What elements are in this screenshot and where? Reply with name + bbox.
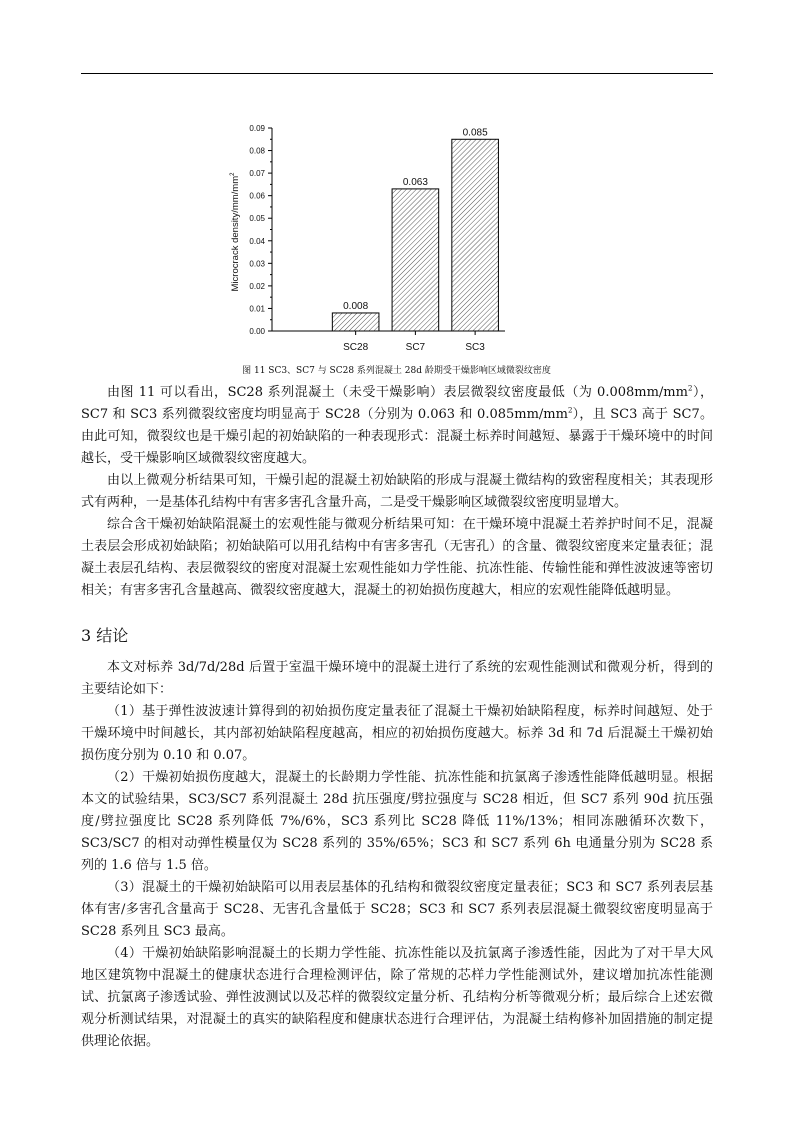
conclusion-4: （4）干燥初始缺陷影响混凝土的长期力学性能、抗冻性能以及抗氯离子渗透性能，因此为了对干旱大风地区建筑物中混凝土的健康状态进行合理检测评估，除了常规的芯样力学性能测试外，建议增加抗冻性能测试、抗氯离子渗透试验、弹性波测试以及芯样的微裂纹定量分析、孔结构分析等微观分析；最后综合上述宏微观分析测试结果，对混凝土的真实的缺陷程度和健康状态进行合理评估，为混凝土结构修补加固措施的制定提供理论依据。	[81, 946, 713, 1049]
y-tick-label: 0.09	[249, 124, 265, 133]
y-tick-label: 0.06	[249, 191, 265, 201]
figure-caption: 图 11 SC3、SC7 与 SC28 系列混凝土 28d 龄期受干燥影响区域微裂纹密度	[242, 366, 551, 376]
y-tick-label: 0.04	[249, 236, 265, 246]
y-tick-label: 0.03	[249, 259, 265, 269]
y-tick-label: 0.05	[249, 214, 265, 224]
paragraph-1-a: 由图 11 可以看出，SC28 系列混凝土（未受干燥影响）表层微裂纹密度最低（为 0.008mm/mm	[107, 385, 688, 400]
x-tick-label: SC3	[465, 342, 485, 353]
bar-sc7	[392, 189, 439, 331]
superscript-2: 2	[567, 406, 573, 415]
paragraph-1-b: ），SC7 和 SC3 系列微裂纹密度均明显高于 SC28（分别为 0.063 和 0.085mm/mm	[81, 385, 713, 422]
paragraph-3: 综合含干燥初始缺陷混凝土的宏观性能与微观分析结果可知：在干燥环境中混凝土若养护时间不足，混凝土表层会形成初始缺陷；初始缺陷可以用孔结构中有害多害孔（无害孔）的含量、微裂纹密度来定量表征；混凝土表层孔结构、表层微裂纹的密度对混凝土宏观性能如力学性能、抗冻性能、传输性能和弹性波波速等密切相关；有害多害孔含量越高、微裂纹密度越大，混凝土的初始损伤度越大，相应的宏观性能降低越明显。	[81, 517, 713, 598]
superscript-1: 2	[687, 384, 693, 393]
header-rule	[81, 73, 713, 74]
section-heading: 3 结论	[81, 626, 129, 645]
paragraph-1-c: ），且 SC3 高于 SC7。由此可知，微裂纹也是干燥引起的初始缺陷的一种表现形式：混凝土标养时间越短、暴露于干燥环境中的时间越长，受干燥影响区域微裂纹密度越大。	[81, 407, 713, 466]
y-tick-label: 0.07	[249, 169, 265, 179]
y-axis-label-sup: 2	[230, 172, 236, 176]
bar-value-label: 0.063	[402, 176, 428, 188]
paragraph-2: 由以上微观分析结果可知，干燥引起的混凝土初始缺陷的形成与混凝土微结构的致密程度相关；其表现形式有两种，一是基体孔结构中有害多害孔含量升高，二是受干燥影响区域微裂纹密度明显增大。	[81, 473, 713, 510]
y-tick-label: 0.00	[249, 327, 265, 336]
x-tick-label: SC7	[405, 342, 426, 353]
bar-value-label: 0.008	[343, 300, 369, 312]
conclusion-1: （1）基于弹性波波速计算得到的初始损伤度定量表征了混凝土干燥初始缺陷程度，标养时间越短、处于干燥环境中时间越长，其内部初始缺陷程度越高，相应的初始损伤度越大。标养 3d 和 7d 后混凝土干燥初始损伤度分别为 0.10 和 0.07。	[81, 704, 713, 763]
x-tick-label: SC28	[343, 342, 369, 353]
microcrack-density-chart	[225, 118, 515, 358]
y-axis-label-text: Microcrack density/mm/mm	[230, 175, 241, 292]
paragraph-4: 本文对标养 3d/7d/28d 后置于室温干燥环境中的混凝土进行了系统的宏观性能测试和微观分析，得到的主要结论如下：	[81, 660, 713, 697]
conclusion-2: （2）干燥初始损伤度越大，混凝土的长龄期力学性能、抗冻性能和抗氯离子渗透性能降低越明显。根据本文的试验结果，SC3/SC7 系列混凝土 28d 抗压强度/劈拉强度与 SC28 相近，但 SC7 系列 90d 抗压强度/劈拉强度比 SC28 系列降低 7%/6%，SC3 系列比 SC28 降低 11%/13%；相同冻融循环次数下，SC3/SC7 的相对动弹性模量仅为 SC28 系列的 35%/65%；SC3 和 SC7 系列 6h 电通量分别为 SC28 系列的 1.6 倍与 1.5 倍。	[81, 770, 713, 873]
bar-value-label: 0.085	[462, 127, 488, 139]
y-axis-label	[230, 172, 241, 292]
bar-sc3	[452, 139, 499, 331]
y-tick-label: 0.01	[249, 304, 265, 314]
paragraph-1	[81, 382, 713, 470]
y-tick-label: 0.02	[249, 281, 265, 291]
bar-sc28	[332, 313, 379, 331]
conclusion-3: （3）混凝土的干燥初始缺陷可以用表层基体的孔结构和微裂纹密度定量表征；SC3 和 SC7 系列表层基体有害/多害孔含量高于 SC28、无害孔含量低于 SC28；SC3 和 SC7 系列表层混凝土微裂纹密度明显高于 SC28 系列且 SC3 最高。	[81, 880, 713, 939]
y-tick-label: 0.08	[249, 146, 265, 156]
